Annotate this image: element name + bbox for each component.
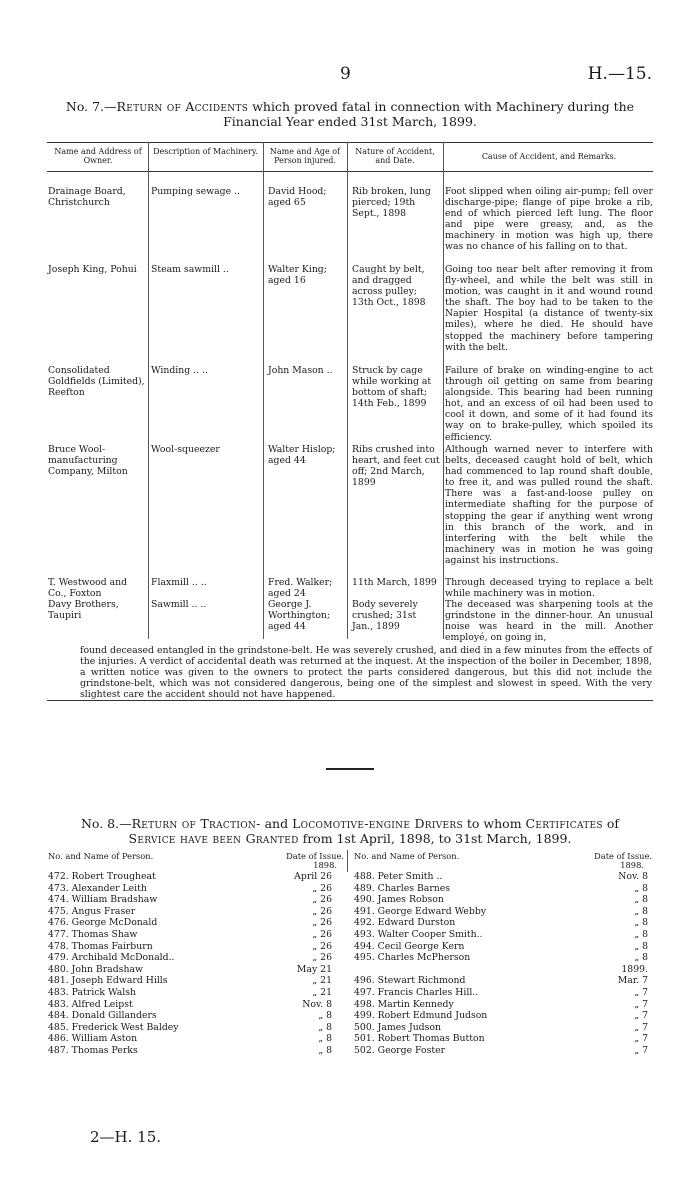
- list-item: 497. Francis Charles Hill..: [354, 987, 479, 998]
- col-divider: [347, 142, 348, 639]
- list-item: 483. Alfred Leipst: [48, 998, 133, 1010]
- issue-date: „ 8: [318, 1033, 332, 1045]
- issue-date: „ 7: [634, 987, 648, 998]
- nature-cell: Body severely crushed; 31st Jan., 1899: [352, 599, 418, 633]
- owner-cell: Consolidated Goldfields (Limited), Reefton: [48, 365, 145, 399]
- owner-cell: T. Westwood and Co., Foxton: [48, 577, 128, 600]
- person-cell: Walter Hislop; aged 44: [268, 444, 336, 467]
- list-item: 483. Patrick Walsh: [48, 987, 137, 998]
- list-item: 485. Frederick West Baldey: [48, 1021, 179, 1033]
- issue-date: „ 26: [312, 882, 332, 894]
- issue-date: „ 21: [312, 987, 332, 998]
- list-item: 492. Edward Durston: [354, 917, 456, 929]
- table7-header-rule: [47, 171, 653, 172]
- issue-date: „ 7: [634, 1033, 648, 1045]
- issue-date: Mar. 7: [617, 975, 648, 987]
- person-cell: George J. Worthington; aged 44: [268, 599, 331, 633]
- issue-date: „ 8: [634, 894, 648, 906]
- list-item: 498. Martin Kennedy: [354, 998, 454, 1010]
- column-header: Nature of Accident, and Date.: [355, 147, 435, 165]
- list-item: 472. Robert Trougheat: [48, 871, 156, 882]
- list-item: 480. John Bradshaw: [48, 963, 143, 975]
- person-cell: David Hood; aged 65: [268, 186, 327, 209]
- nature-cell: Rib broken, lung pierced; 19th Sept., 1898: [352, 186, 431, 220]
- list-item: 479. Archibald McDonald..: [48, 952, 175, 964]
- list-item: 478. Thomas Fairburn: [48, 940, 153, 952]
- col-divider: [263, 142, 264, 639]
- remarks-cell: The deceased was sharpening tools at the grindstone in the dinner-hour. An unusual noise was heard in the mill. Another employé, on going in,: [445, 599, 653, 644]
- machinery-cell: Wool-squeezer: [151, 444, 220, 455]
- list-header-year: 1898.: [313, 860, 337, 870]
- table7-title: No. 7.—Return of Accidents which proved fatal in connection with Machinery during the Financial Year ended 31st March, 1899.: [65, 99, 635, 129]
- issue-date: „ 26: [312, 917, 332, 929]
- list-item: 481. Joseph Edward Hills: [48, 975, 168, 987]
- issue-date: „ 26: [312, 952, 332, 964]
- list-header-year: 1898.: [620, 860, 644, 870]
- nature-cell: Caught by belt, and dragged across pulley; 13th Oct., 1898: [352, 264, 426, 309]
- remarks-cell: Through deceased trying to replace a belt while machinery was in motion.: [445, 577, 653, 600]
- remarks-continuation: found deceased entangled in the grindstone-belt. He was severely crushed, and died in a few minutes from the effects of the injuries. A verdict of accidental death was returned at the inquest. At the inspection of the boiler in December, 1898, a written notice was given to the owners to protect the parts considered dangerous, but this did not include the grindstone-belt, which was not considered dangerous, being one of the simplest and slowest in speed. With the very slightest care the accident should not have happened.: [80, 645, 652, 701]
- issue-date: April 26: [294, 871, 332, 882]
- machinery-cell: Steam sawmill ..: [151, 264, 229, 275]
- remarks-cell: Although warned never to interfere with belts, deceased caught hold of belt, which had commenced to lap round shaft double, to free it, and was pulled round the shaft. There was a fast-and-loose pulley on intermediate shafting for the purpose of stopping the gear if anything went wrong in this branch of the work, and in interfering with the belt while the machinery was in motion he was going against his instructions.: [445, 444, 653, 566]
- column-header: Cause of Accident, and Remarks.: [481, 152, 617, 161]
- issue-date: „ 8: [634, 929, 648, 940]
- nature-cell: 11th March, 1899: [352, 577, 437, 588]
- issue-date: „ 7: [634, 1021, 648, 1033]
- person-cell: Walter King; aged 16: [268, 264, 327, 287]
- issue-date: „ 8: [318, 1045, 332, 1056]
- list-item: 501. Robert Thomas Button: [354, 1033, 485, 1045]
- list-item: 494. Cecil George Kern: [354, 940, 465, 952]
- footer-code: 2—H. 15.: [90, 1128, 162, 1146]
- machinery-cell: Sawmill .. ..: [151, 599, 207, 610]
- list-item: 476. George McDonald: [48, 917, 158, 929]
- person-cell: Fred. Walker; aged 24: [268, 577, 333, 600]
- issue-date: May 21: [296, 963, 332, 975]
- list-item: 487. Thomas Perks: [48, 1045, 138, 1056]
- nature-cell: Ribs crushed into heart, and feet cut off; 2nd March, 1899: [352, 444, 440, 489]
- person-cell: John Mason ..: [268, 365, 333, 376]
- page-number: 9: [340, 64, 351, 84]
- issue-date: „ 21: [312, 975, 332, 987]
- column-header: Description of Machinery.: [153, 147, 258, 156]
- issue-date: „ 26: [312, 905, 332, 917]
- list-header-date: Date of Issue.: [594, 851, 652, 861]
- issue-date: „ 8: [318, 1010, 332, 1022]
- machinery-cell: Flaxmill .. ..: [151, 577, 207, 588]
- issue-date: „ 8: [634, 952, 648, 964]
- document-code: H.—15.: [587, 64, 652, 84]
- remarks-cell: Going too near belt after removing it from fly-wheel, and while the belt was still in motion, was caught in it and wound round the shaft. The boy had to be taken to the Napier Hospital (a distance of twenty-six miles), where he died. He should have stopped the machinery before tampering with the belt.: [445, 264, 653, 353]
- list-item: 488. Peter Smith ..: [354, 871, 443, 882]
- issue-date: „ 8: [634, 882, 648, 894]
- column-header: Name and Age of Person injured.: [269, 147, 341, 165]
- issue-date: „ 7: [634, 998, 648, 1010]
- col-divider: [443, 142, 444, 639]
- nature-cell: Struck by cage while working at bottom of shaft; 14th Feb., 1899: [352, 365, 432, 410]
- issue-date: „ 26: [312, 929, 332, 940]
- list-item: 486. William Aston: [48, 1033, 138, 1045]
- machinery-cell: Pumping sewage ..: [151, 186, 240, 197]
- list-item: 502. George Foster: [354, 1045, 446, 1056]
- issue-date: „ 8: [318, 1021, 332, 1033]
- list-header-name: No. and Name of Person.: [354, 851, 460, 861]
- list-header-date: Date of Issue.: [286, 851, 344, 861]
- list-item: 475. Angus Fraser: [48, 905, 136, 917]
- issue-date: Nov. 8: [302, 998, 332, 1010]
- issue-date: „ 8: [634, 917, 648, 929]
- list-item: 489. Charles Barnes: [354, 882, 451, 894]
- list-item: 499. Robert Edmund Judson: [354, 1010, 488, 1022]
- section-divider: [326, 768, 374, 770]
- issue-date: „ 26: [312, 940, 332, 952]
- owner-cell: Bruce Wool-manufacturing Company, Milton: [48, 444, 128, 478]
- col-divider: [148, 142, 149, 639]
- table7-top-rule: [47, 142, 653, 143]
- table8-title: No. 8.—Return of Traction- and Locomotive-engine Drivers to whom Certificates of Service have been Granted from 1st April, 1898, to 31st March, 1899.: [80, 816, 620, 846]
- year-1899: 1899.: [621, 964, 648, 975]
- remarks-cell: Failure of brake on winding-engine to act through oil getting on same from bearing alongside. This bearing had been running hot, and an excess of oil had been used to cool it down, and some of it had found its way on to brake-pulley, which spoiled its efficiency.: [445, 365, 653, 443]
- remarks-cell: Foot slipped when oiling air-pump; fell over discharge-pipe; flange of pipe broke a rib, end of which pierced left lung. The floor and pipe were greasy, and, as the machinery in motion was high up, there was no chance of his falling on to that.: [445, 186, 653, 253]
- issue-date: „ 8: [634, 940, 648, 952]
- issue-date: „ 8: [634, 905, 648, 917]
- list-item: 496. Stewart Richmond: [354, 975, 466, 987]
- list-item: 491. George Edward Webby: [354, 905, 487, 917]
- issue-date: „ 26: [312, 894, 332, 906]
- list-item: 500. James Judson: [354, 1021, 441, 1033]
- list-item: 495. Charles McPherson: [354, 952, 471, 964]
- list-item: 474. William Bradshaw: [48, 894, 158, 906]
- owner-cell: Drainage Board, Christchurch: [48, 186, 126, 209]
- machinery-cell: Winding .. ..: [151, 365, 208, 376]
- issue-date: „ 7: [634, 1045, 648, 1056]
- owner-cell: Joseph King, Pohui: [48, 264, 137, 275]
- issue-date: Nov. 8: [618, 871, 648, 882]
- column-header: Name and Address of Owner.: [54, 147, 142, 165]
- owner-cell: Davy Brothers, Taupiri: [48, 599, 119, 622]
- issue-date: „ 7: [634, 1010, 648, 1022]
- list-item: 477. Thomas Shaw: [48, 929, 138, 940]
- list-item: 484. Donald Gillanders: [48, 1010, 157, 1022]
- list-header-name: No. and Name of Person.: [48, 851, 154, 861]
- list-divider: [347, 850, 348, 872]
- list-item: 493. Walter Cooper Smith..: [354, 929, 483, 940]
- list-item: 473. Alexander Leith: [48, 882, 147, 894]
- list-item: 490. James Robson: [354, 894, 444, 906]
